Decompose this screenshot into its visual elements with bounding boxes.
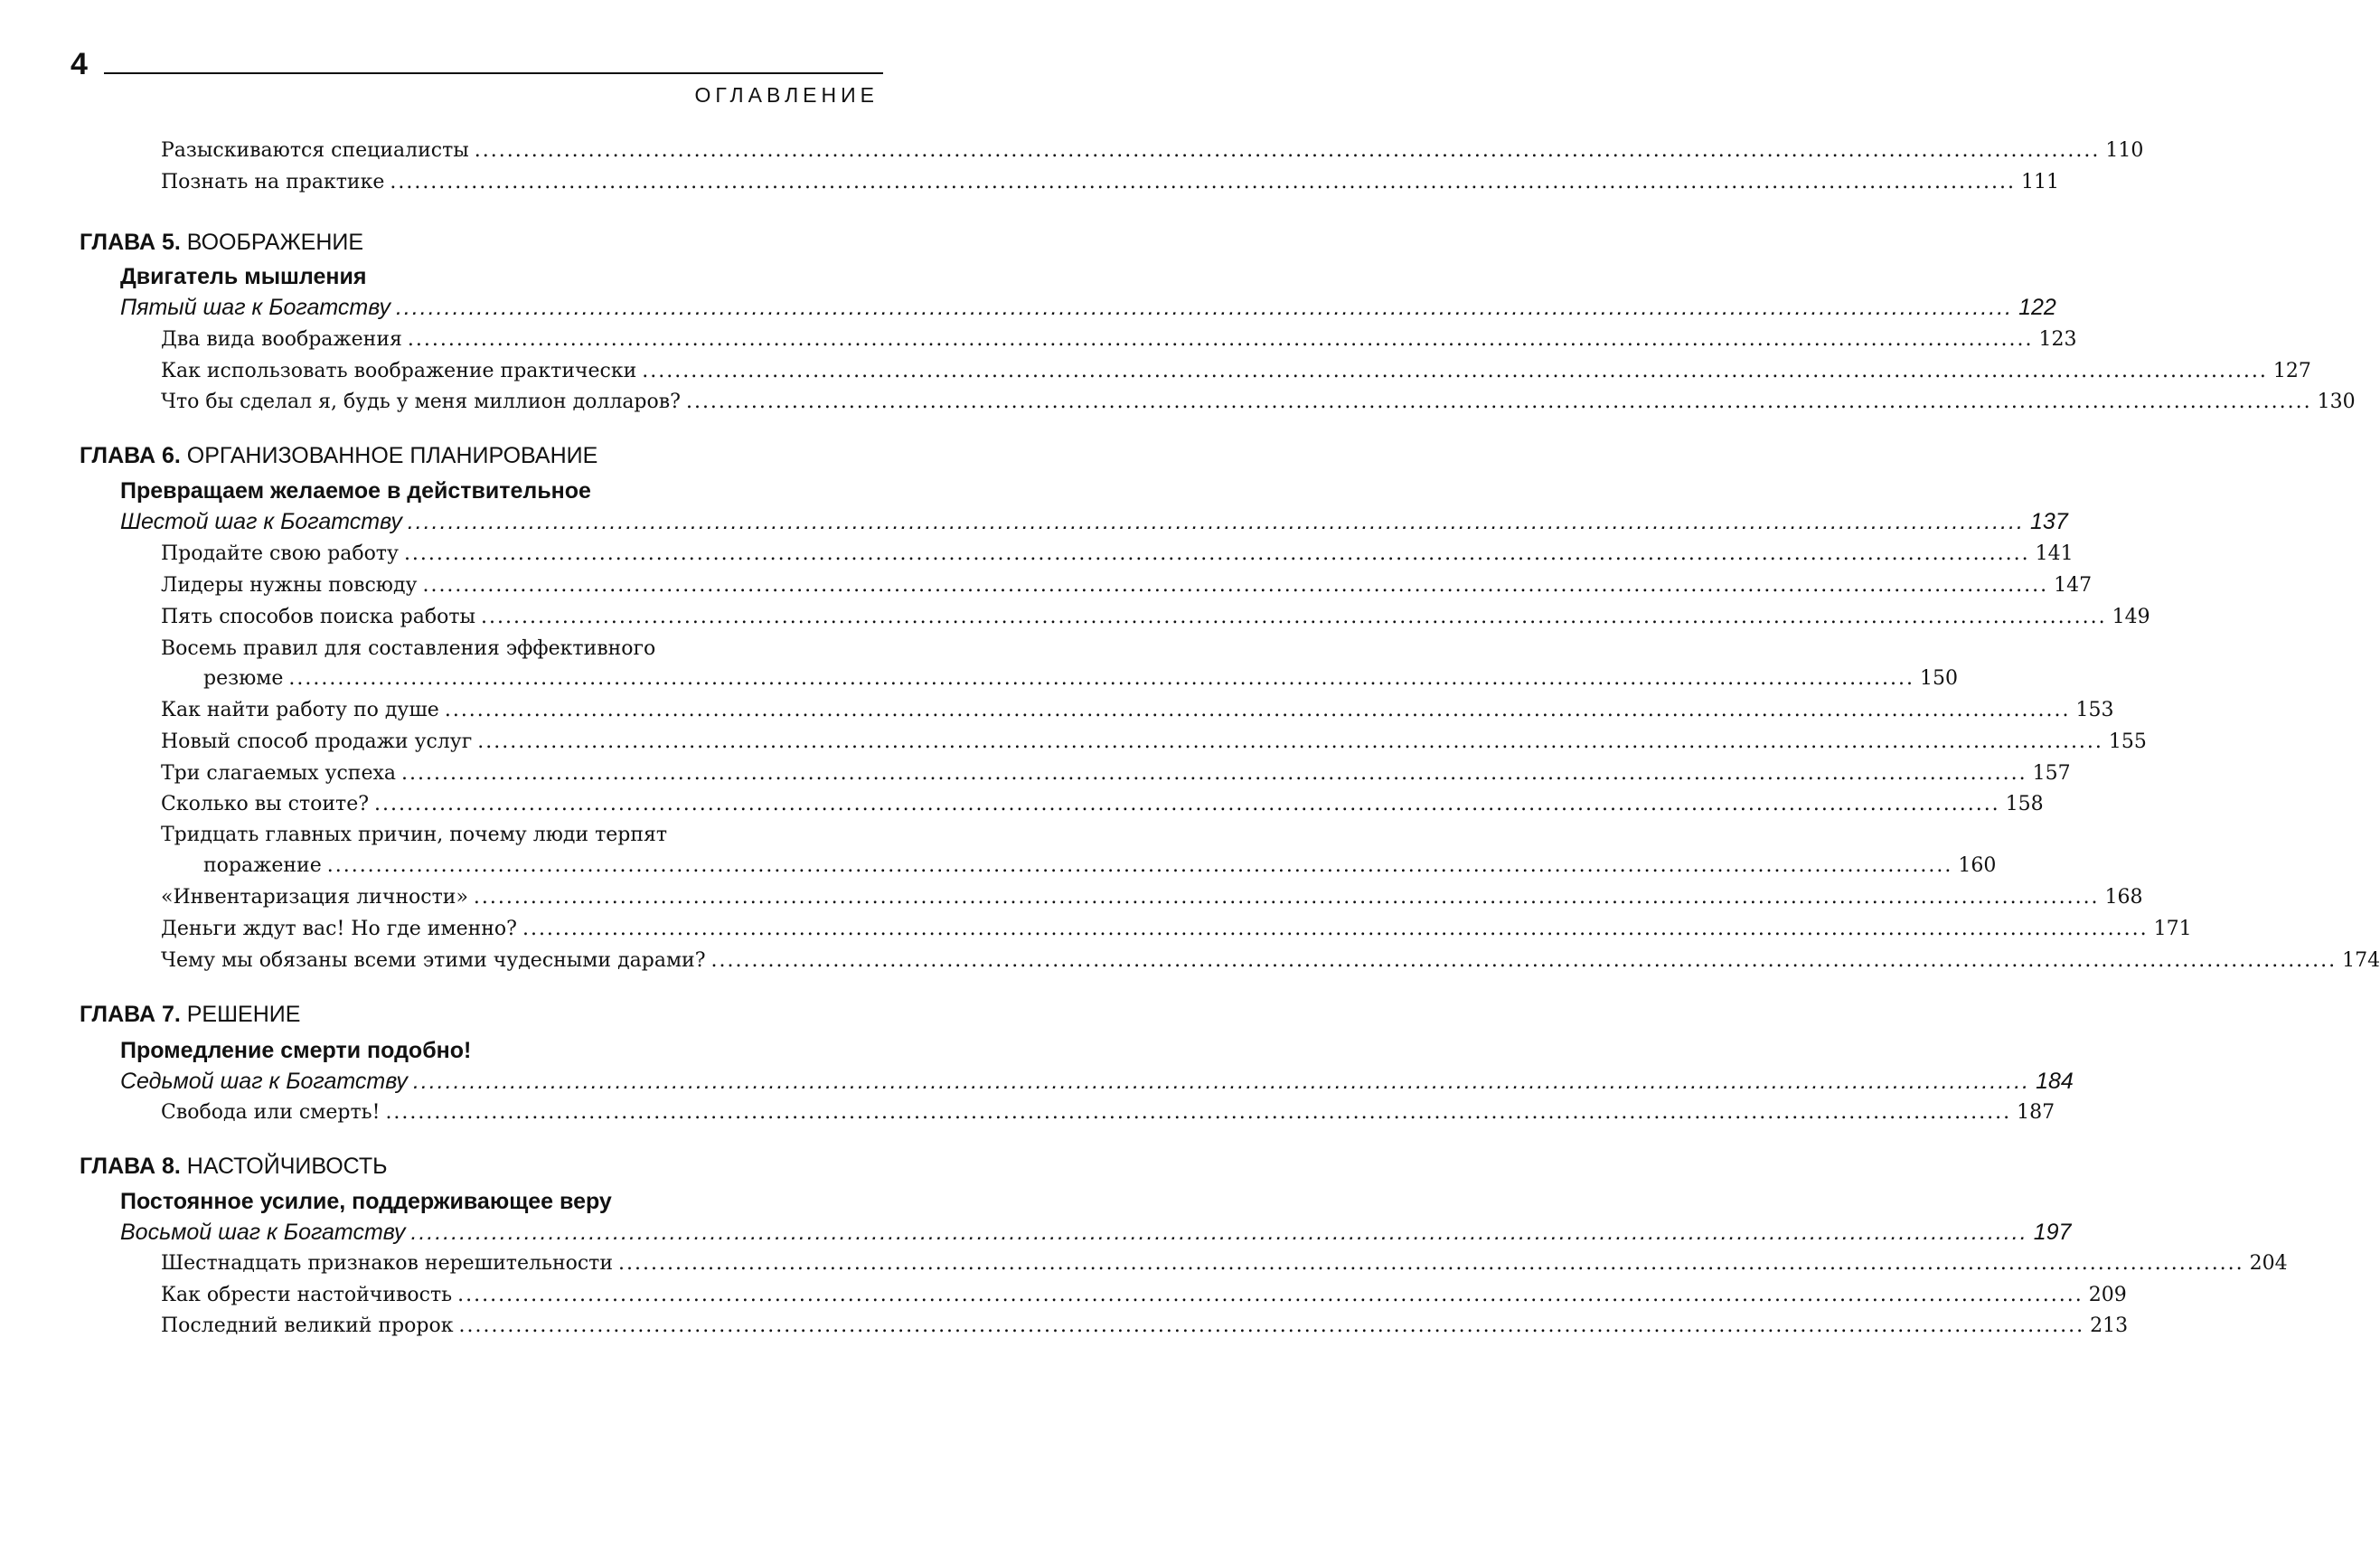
toc-entry[interactable]: Как обрести настойчивость ........................................................................................................................................................................................................ 209	[161, 1284, 2127, 1306]
toc-entry-step[interactable]: Пятый шаг к Богатству ........................................................................................................................................................................................................ 122	[120, 295, 2056, 320]
dot-leader: ........................................................................................................................................................................................................	[374, 793, 2000, 815]
chapter-6-heading[interactable]: ГЛАВА 6. ОРГАНИЗОВАННОЕ ПЛАНИРОВАНИЕ	[80, 443, 598, 468]
running-title: ОГЛАВЛЕНИЕ	[694, 83, 879, 107]
dot-leader: ........................................................................................................................................................................................................	[685, 391, 2312, 413]
chapter-8-heading[interactable]: ГЛАВА 8. НАСТОЙЧИВОСТЬ	[80, 1154, 388, 1179]
chapter-7-heading[interactable]: ГЛАВА 7. РЕШЕНИЕ	[80, 1002, 301, 1027]
header-rule	[104, 72, 883, 74]
toc-entry[interactable]: Лидеры нужны повсюду ........................................................................................................................................................................................................ 147	[161, 574, 2093, 597]
toc-entry[interactable]: Как найти работу по душе ........................................................................................................................................................................................................ 153	[161, 699, 2114, 721]
toc-entry[interactable]: Сколько вы стоите? ........................................................................................................................................................................................................ 158	[161, 793, 2044, 815]
toc-entry[interactable]: резюме ........................................................................................................................................................................................................ 150	[203, 667, 1959, 690]
dot-leader: ........................................................................................................................................................................................................	[474, 139, 2101, 162]
chapter-5-heading[interactable]: ГЛАВА 5. ВООБРАЖЕНИЕ	[80, 230, 364, 255]
toc-entry[interactable]: Деньги ждут вас! Но где именно? ........................................................................................................................................................................................................ 171	[161, 918, 2192, 940]
chapter-7-subtitle: Промедление смерти подобно!	[120, 1038, 472, 1063]
dot-leader: ........................................................................................................................................................................................................	[642, 360, 2268, 382]
dot-leader: ........................................................................................................................................................................................................	[412, 1069, 2031, 1094]
page-number: 4	[71, 47, 88, 81]
toc-entry[interactable]: Чему мы обязаны всеми этими чудесными дарами? ........................................................................................................................................................................................................ 174	[161, 949, 2380, 972]
dot-leader: ........................................................................................................................................................................................................	[407, 328, 2034, 351]
dot-leader: ........................................................................................................................................................................................................	[403, 542, 2030, 565]
dot-leader: ........................................................................................................................................................................................................	[618, 1252, 2244, 1275]
toc-entry[interactable]: Познать на практике ........................................................................................................................................................................................................ 111	[161, 171, 2059, 193]
toc-entry[interactable]: Три слагаемых успеха ........................................................................................................................................................................................................ 157	[161, 762, 2071, 785]
toc-entry[interactable]: «Инвентаризация личности» ........................................................................................................................................................................................................ 168	[161, 886, 2143, 909]
dot-leader: ........................................................................................................................................................................................................	[458, 1314, 2085, 1337]
toc-entry[interactable]: Новый способ продажи услуг ........................................................................................................................................................................................................ 155	[161, 730, 2147, 753]
dot-leader: ........................................................................................................................................................................................................	[390, 171, 2016, 193]
toc-entry-first-line[interactable]: Восемь правил для составления эффективного	[161, 637, 656, 660]
toc-entry[interactable]: Пять способов поиска работы ........................................................................................................................................................................................................ 149	[161, 606, 2150, 628]
toc-entry[interactable]: поражение ........................................................................................................................................................................................................ 160	[203, 854, 1997, 877]
toc-entry[interactable]: Как использовать воображение практически ........................................................................................................................................................................................................ 127	[161, 360, 2311, 382]
dot-leader: ........................................................................................................................................................................................................	[410, 1220, 2028, 1245]
dot-leader: ........................................................................................................................................................................................................	[477, 730, 2103, 753]
dot-leader: ........................................................................................................................................................................................................	[288, 667, 1915, 690]
dot-leader: ........................................................................................................................................................................................................	[481, 606, 2107, 628]
toc-entry[interactable]: Последний великий пророк ........................................................................................................................................................................................................ 213	[161, 1314, 2129, 1337]
dot-leader: ........................................................................................................................................................................................................	[710, 949, 2338, 972]
dot-leader: ........................................................................................................................................................................................................	[473, 886, 2100, 909]
dot-leader: ........................................................................................................................................................................................................	[407, 509, 2026, 534]
toc-entry-step[interactable]: Шестой шаг к Богатству ........................................................................................................................................................................................................ 137	[120, 509, 2068, 534]
toc-entry[interactable]: Продайте свою работу ........................................................................................................................................................................................................ 141	[161, 542, 2074, 565]
toc-entry[interactable]: Свобода или смерть! ........................................................................................................................................................................................................ 187	[161, 1101, 2055, 1124]
dot-leader: ........................................................................................................................................................................................................	[326, 854, 1953, 877]
toc-entry-step[interactable]: Восьмой шаг к Богатству ........................................................................................................................................................................................................ 197	[120, 1220, 2072, 1245]
dot-leader: ........................................................................................................................................................................................................	[385, 1101, 2012, 1124]
toc-entry[interactable]: Шестнадцать признаков нерешительности ........................................................................................................................................................................................................ 204	[161, 1252, 2288, 1275]
chapter-5-subtitle: Двигатель мышления	[120, 264, 367, 289]
toc-entry[interactable]: Два вида воображения ........................................................................................................................................................................................................ 123	[161, 328, 2077, 351]
dot-leader: ........................................................................................................................................................................................................	[444, 699, 2071, 721]
toc-entry-first-line[interactable]: Тридцать главных причин, почему люди терпят	[161, 824, 668, 846]
dot-leader: ........................................................................................................................................................................................................	[395, 295, 2014, 320]
dot-leader: ........................................................................................................................................................................................................	[400, 762, 2027, 785]
toc-entry-step[interactable]: Седьмой шаг к Богатству ........................................................................................................................................................................................................ 184	[120, 1069, 2074, 1094]
chapter-8-subtitle: Постоянное усилие, поддерживающее веру	[120, 1189, 612, 1214]
toc-entry[interactable]: Разыскиваются специалисты ........................................................................................................................................................................................................ 110	[161, 139, 2144, 162]
dot-leader: ........................................................................................................................................................................................................	[522, 918, 2149, 940]
toc-entry[interactable]: Что бы сделал я, будь у меня миллион долларов? ........................................................................................................................................................................................................ 130	[161, 391, 2356, 413]
dot-leader: ........................................................................................................................................................................................................	[457, 1284, 2084, 1306]
chapter-6-subtitle: Превращаем желаемое в действительное	[120, 478, 591, 504]
dot-leader: ........................................................................................................................................................................................................	[422, 574, 2049, 597]
